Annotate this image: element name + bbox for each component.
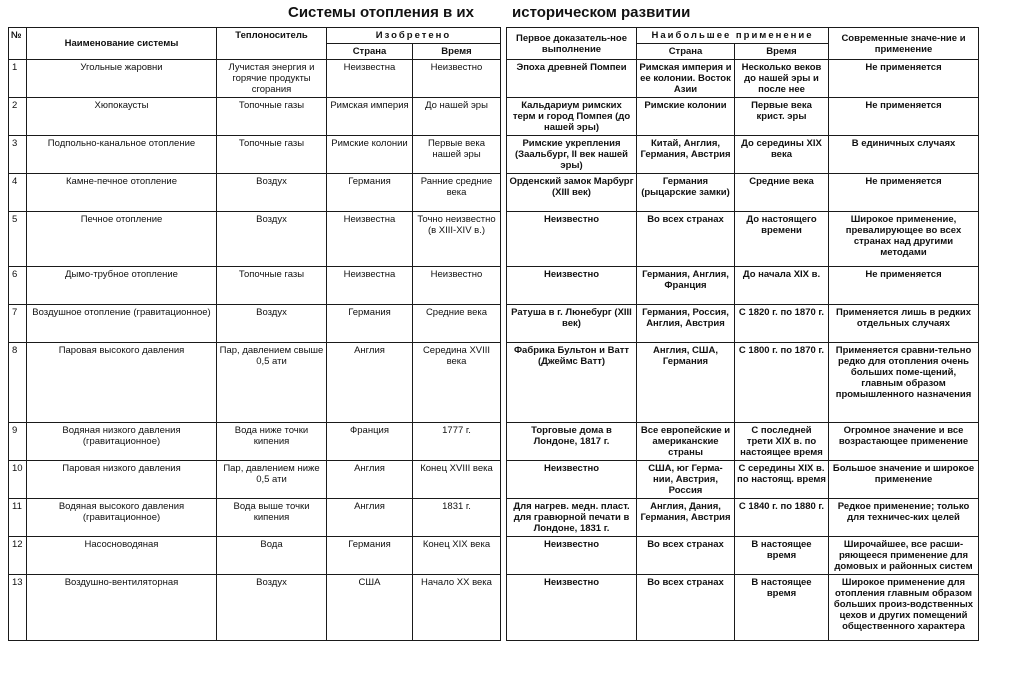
- table-row: [507, 60, 979, 98]
- cell-first: Неизвестно: [507, 461, 637, 499]
- cell-first: Кальдариум римских терм и город Помпея (до нашей эры): [507, 98, 637, 136]
- cell-num: 6: [9, 267, 27, 305]
- cell-country: Германия: [327, 537, 413, 575]
- cell-wtime: С 1840 г. по 1880 г.: [735, 499, 829, 537]
- cell-country: Германия: [327, 174, 413, 212]
- table-row: [507, 537, 979, 575]
- cell-wtime: Средние века: [735, 174, 829, 212]
- table-row: [9, 343, 501, 423]
- cell-carrier: Пар, давлением ниже 0,5 ати: [217, 461, 327, 499]
- cell-country: США: [327, 575, 413, 641]
- cell-carrier: Воздух: [217, 575, 327, 641]
- cell-wtime: В настоящее время: [735, 537, 829, 575]
- cell-wcountry: Англия, США, Германия: [637, 343, 735, 423]
- cell-name: Воздушно-вентиляторная: [27, 575, 217, 641]
- table-row: [507, 423, 979, 461]
- header-time: Время: [413, 44, 501, 60]
- table-row: [9, 136, 501, 174]
- cell-time: 1777 г.: [413, 423, 501, 461]
- cell-first: Фабрика Бультон и Ватт (Джеймс Ватт): [507, 343, 637, 423]
- table-row: [9, 575, 501, 641]
- cell-wtime: До начала XIX в.: [735, 267, 829, 305]
- cell-wcountry: Во всех странах: [637, 537, 735, 575]
- cell-modern: Редкое применение; только для техничес-ких целей: [829, 499, 979, 537]
- table-row: [507, 461, 979, 499]
- left-table: [8, 27, 501, 641]
- cell-time: Средние века: [413, 305, 501, 343]
- cell-modern: Не применяется: [829, 267, 979, 305]
- cell-num: 2: [9, 98, 27, 136]
- cell-country: Неизвестна: [327, 212, 413, 267]
- cell-wtime: До середины XIX века: [735, 136, 829, 174]
- header-wtime: Время: [735, 44, 829, 60]
- cell-name: Угольные жаровни: [27, 60, 217, 98]
- cell-modern: Не применяется: [829, 60, 979, 98]
- cell-wcountry: Германия, Англия, Франция: [637, 267, 735, 305]
- cell-country: Неизвестна: [327, 60, 413, 98]
- cell-modern: Не применяется: [829, 174, 979, 212]
- cell-wtime: До настоящего времени: [735, 212, 829, 267]
- table-row: [507, 212, 979, 267]
- cell-name: Водяная низкого давления (гравитационное): [27, 423, 217, 461]
- table-row: [9, 423, 501, 461]
- cell-carrier: Вода ниже точки кипения: [217, 423, 327, 461]
- header-widest: Наибольшее применение: [637, 28, 829, 44]
- cell-name: Хюпокаусты: [27, 98, 217, 136]
- cell-time: Первые века нашей эры: [413, 136, 501, 174]
- cell-carrier: Топочные газы: [217, 267, 327, 305]
- cell-carrier: Воздух: [217, 174, 327, 212]
- cell-first: Неизвестно: [507, 575, 637, 641]
- cell-num: 1: [9, 60, 27, 98]
- table-row: [507, 305, 979, 343]
- cell-name: Подпольно-канальное отопление: [27, 136, 217, 174]
- cell-country: Англия: [327, 499, 413, 537]
- table-row: [9, 60, 501, 98]
- table-row: [507, 575, 979, 641]
- cell-name: Насосноводяная: [27, 537, 217, 575]
- cell-time: Ранние средние века: [413, 174, 501, 212]
- cell-time: Точно неизвестно (в XIII-XIV в.): [413, 212, 501, 267]
- cell-num: 5: [9, 212, 27, 267]
- header-modern: Современные значе-ние и применение: [829, 28, 979, 60]
- cell-name: Паровая низкого давления: [27, 461, 217, 499]
- cell-country: Франция: [327, 423, 413, 461]
- cell-wcountry: Германия (рыцарские замки): [637, 174, 735, 212]
- cell-carrier: Вода выше точки кипения: [217, 499, 327, 537]
- cell-num: 12: [9, 537, 27, 575]
- header-num: №: [9, 28, 27, 60]
- page-title-right: историческом развитии: [512, 4, 691, 21]
- cell-modern: Широкое применение для отопления главным образом больших произ-водственных цехов и других помещений общественного характера: [829, 575, 979, 641]
- cell-first: Для нагрев. медн. пласт. для гравюрной печати в Лондоне, 1831 г.: [507, 499, 637, 537]
- table-row: [507, 174, 979, 212]
- table-row: [9, 267, 501, 305]
- header-invented: Изобретено: [327, 28, 501, 44]
- cell-carrier: Пар, давлением свыше 0,5 ати: [217, 343, 327, 423]
- cell-wcountry: Германия, Россия, Англия, Австрия: [637, 305, 735, 343]
- header-country: Страна: [327, 44, 413, 60]
- cell-country: Римская империя: [327, 98, 413, 136]
- table-row: [507, 136, 979, 174]
- cell-first: Неизвестно: [507, 212, 637, 267]
- cell-wcountry: Англия, Дания, Германия, Австрия: [637, 499, 735, 537]
- cell-first: Ратуша в г. Люнебург (XIII век): [507, 305, 637, 343]
- cell-wtime: Несколько веков до нашей эры и после нее: [735, 60, 829, 98]
- cell-wcountry: Во всех странах: [637, 212, 735, 267]
- cell-carrier: Топочные газы: [217, 136, 327, 174]
- table-row: [9, 461, 501, 499]
- cell-country: Германия: [327, 305, 413, 343]
- cell-carrier: Воздух: [217, 305, 327, 343]
- cell-first: Торговые дома в Лондоне, 1817 г.: [507, 423, 637, 461]
- cell-modern: Применяется сравни-тельно редко для отопления очень больших поме-щений, главным образом промышленного назначения: [829, 343, 979, 423]
- table-row: [507, 98, 979, 136]
- page-title-left: Системы отопления в их: [288, 4, 474, 21]
- table-row: [9, 98, 501, 136]
- table-row: [507, 267, 979, 305]
- cell-time: Конец XIX века: [413, 537, 501, 575]
- cell-wtime: С 1820 г. по 1870 г.: [735, 305, 829, 343]
- cell-time: 1831 г.: [413, 499, 501, 537]
- cell-time: Неизвестно: [413, 267, 501, 305]
- cell-country: Римские колонии: [327, 136, 413, 174]
- cell-modern: В единичных случаях: [829, 136, 979, 174]
- table-row: [9, 537, 501, 575]
- cell-carrier: Воздух: [217, 212, 327, 267]
- table-row: [9, 305, 501, 343]
- cell-name: Дымо-трубное отопление: [27, 267, 217, 305]
- cell-country: Неизвестна: [327, 267, 413, 305]
- cell-num: 8: [9, 343, 27, 423]
- cell-modern: Большое значение и широкое применение: [829, 461, 979, 499]
- table-row: [9, 212, 501, 267]
- header-carrier: Теплоноситель: [217, 28, 327, 60]
- cell-num: 9: [9, 423, 27, 461]
- cell-first: Орденский замок Марбург (XIII век): [507, 174, 637, 212]
- cell-first: Неизвестно: [507, 267, 637, 305]
- table-row: [9, 499, 501, 537]
- cell-name: Печное отопление: [27, 212, 217, 267]
- cell-num: 3: [9, 136, 27, 174]
- cell-modern: Не применяется: [829, 98, 979, 136]
- cell-wcountry: Китай, Англия, Германия, Австрия: [637, 136, 735, 174]
- cell-modern: Широчайшее, все расши-ряющееся применение для домовых и районных систем: [829, 537, 979, 575]
- header-first: Первое доказатель-ное выполнение: [507, 28, 637, 60]
- cell-modern: Огромное значение и все возрастающее применение: [829, 423, 979, 461]
- cell-name: Воздушное отопление (гравитационное): [27, 305, 217, 343]
- cell-first: Эпоха древней Помпеи: [507, 60, 637, 98]
- cell-time: Середина XVIII века: [413, 343, 501, 423]
- cell-time: Неизвестно: [413, 60, 501, 98]
- header-wcountry: Страна: [637, 44, 735, 60]
- cell-wcountry: Римские колонии: [637, 98, 735, 136]
- cell-num: 13: [9, 575, 27, 641]
- cell-wcountry: Во всех странах: [637, 575, 735, 641]
- cell-name: Паровая высокого давления: [27, 343, 217, 423]
- cell-carrier: Вода: [217, 537, 327, 575]
- cell-modern: Широкое применение, превалирующее во всех странах над другими методами: [829, 212, 979, 267]
- cell-country: Англия: [327, 343, 413, 423]
- cell-first: Неизвестно: [507, 537, 637, 575]
- cell-carrier: Лучистая энергия и горячие продукты сгорания: [217, 60, 327, 98]
- cell-wtime: Первые века крист. эры: [735, 98, 829, 136]
- cell-wcountry: Римская империя и ее колонии. Восток Азии: [637, 60, 735, 98]
- cell-country: Англия: [327, 461, 413, 499]
- cell-wcountry: Все европейские и американские страны: [637, 423, 735, 461]
- cell-time: Начало XX века: [413, 575, 501, 641]
- right-table: [506, 27, 979, 641]
- cell-name: Водяная высокого давления (гравитационное): [27, 499, 217, 537]
- cell-num: 10: [9, 461, 27, 499]
- cell-wtime: С 1800 г. по 1870 г.: [735, 343, 829, 423]
- cell-num: 4: [9, 174, 27, 212]
- table-row: [507, 499, 979, 537]
- cell-wtime: С последней трети XIX в. по настоящее время: [735, 423, 829, 461]
- cell-carrier: Топочные газы: [217, 98, 327, 136]
- table-row: [507, 343, 979, 423]
- cell-num: 7: [9, 305, 27, 343]
- cell-wcountry: США, юг Герма-нии, Австрия, Россия: [637, 461, 735, 499]
- table-row: [9, 174, 501, 212]
- cell-modern: Применяется лишь в редких отдельных случаях: [829, 305, 979, 343]
- cell-time: До нашей эры: [413, 98, 501, 136]
- cell-first: Римские укрепления (Заальбург, II век нашей эры): [507, 136, 637, 174]
- cell-num: 11: [9, 499, 27, 537]
- cell-name: Камне-печное отопление: [27, 174, 217, 212]
- cell-wtime: С середины XIX в. по настоящ. время: [735, 461, 829, 499]
- header-name: Наименование системы: [27, 28, 217, 60]
- cell-wtime: В настоящее время: [735, 575, 829, 641]
- cell-time: Конец XVIII века: [413, 461, 501, 499]
